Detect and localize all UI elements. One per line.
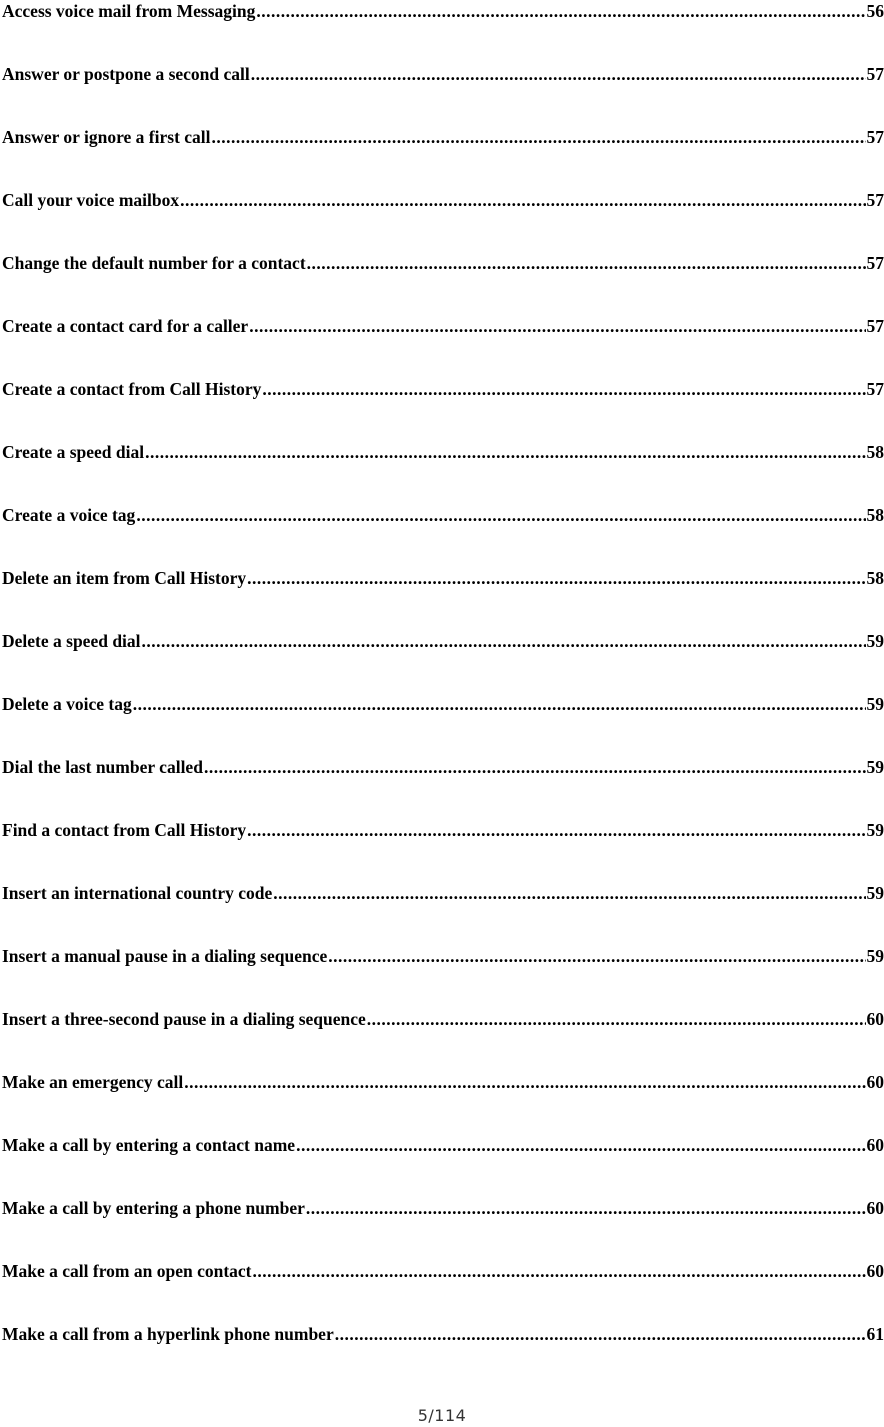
toc-dot-leader bbox=[335, 1323, 866, 1345]
toc-entry-page: 56 bbox=[866, 1, 884, 21]
toc-entry[interactable] bbox=[2, 1323, 884, 1386]
toc-entry-page: 59 bbox=[866, 631, 884, 651]
toc-entry-page: 58 bbox=[866, 568, 884, 588]
toc-entry-title: Create a contact from Call History bbox=[2, 379, 262, 399]
toc-entry-title: Insert a three-second pause in a dialing sequence bbox=[2, 1009, 366, 1029]
toc-entry[interactable] bbox=[2, 63, 884, 126]
toc-dot-leader bbox=[249, 315, 865, 337]
toc-dot-leader bbox=[273, 882, 865, 904]
toc-dot-leader bbox=[262, 378, 865, 400]
toc-entry[interactable] bbox=[2, 252, 884, 315]
toc-entry-title: Create a speed dial bbox=[2, 442, 145, 462]
toc-entry[interactable] bbox=[2, 882, 884, 945]
toc-dot-leader bbox=[142, 630, 866, 652]
toc-dot-leader bbox=[247, 567, 865, 589]
toc-entry-title: Delete a speed dial bbox=[2, 631, 141, 651]
toc-entry[interactable] bbox=[2, 945, 884, 1008]
toc-entry-page: 57 bbox=[866, 127, 884, 147]
toc-entry[interactable] bbox=[2, 756, 884, 819]
page-number-indicator: 5/114 bbox=[417, 1406, 467, 1425]
toc-entry-page: 58 bbox=[866, 505, 884, 525]
toc-entry-title: Dial the last number called bbox=[2, 757, 203, 777]
toc-entry-page: 57 bbox=[866, 190, 884, 210]
toc-entry-title: Answer or postpone a second call bbox=[2, 64, 250, 84]
toc-entry-title: Insert an international country code bbox=[2, 883, 273, 903]
toc-entry-title: Create a voice tag bbox=[2, 505, 136, 525]
toc-dot-leader bbox=[136, 504, 865, 526]
toc-entry-page: 57 bbox=[866, 253, 884, 273]
toc-entry[interactable] bbox=[2, 126, 884, 189]
toc-entry[interactable] bbox=[2, 504, 884, 567]
toc-entry-title: Delete an item from Call History bbox=[2, 568, 247, 588]
table-of-contents bbox=[2, 0, 884, 1386]
toc-entry[interactable] bbox=[2, 1260, 884, 1323]
toc-dot-leader bbox=[253, 1260, 866, 1282]
toc-dot-leader bbox=[145, 441, 865, 463]
toc-dot-leader bbox=[212, 126, 866, 148]
toc-dot-leader bbox=[328, 945, 865, 967]
toc-entry-title: Make a call from a hyperlink phone number bbox=[2, 1324, 334, 1344]
toc-dot-leader bbox=[180, 189, 865, 211]
toc-dot-leader bbox=[307, 252, 866, 274]
toc-entry-title: Delete a voice tag bbox=[2, 694, 132, 714]
toc-entry-title: Create a contact card for a caller bbox=[2, 316, 249, 336]
toc-entry-title: Make an emergency call bbox=[2, 1072, 184, 1092]
toc-entry-page: 57 bbox=[866, 379, 884, 399]
toc-entry-page: 60 bbox=[866, 1261, 884, 1281]
toc-entry[interactable] bbox=[2, 1134, 884, 1197]
toc-entry[interactable] bbox=[2, 693, 884, 756]
toc-entry-page: 60 bbox=[866, 1072, 884, 1092]
toc-entry-title: Call your voice mailbox bbox=[2, 190, 180, 210]
toc-dot-leader bbox=[306, 1197, 866, 1219]
toc-entry[interactable] bbox=[2, 315, 884, 378]
toc-entry-title: Change the default number for a contact bbox=[2, 253, 306, 273]
toc-entry-page: 61 bbox=[866, 1324, 884, 1344]
toc-entry-page: 60 bbox=[866, 1135, 884, 1155]
toc-entry-page: 60 bbox=[866, 1198, 884, 1218]
toc-entry-page: 57 bbox=[866, 316, 884, 336]
toc-entry[interactable] bbox=[2, 1197, 884, 1260]
toc-entry-title: Find a contact from Call History bbox=[2, 820, 247, 840]
toc-entry-page: 59 bbox=[866, 883, 884, 903]
toc-entry[interactable] bbox=[2, 819, 884, 882]
toc-entry-page: 59 bbox=[866, 820, 884, 840]
toc-entry-page: 58 bbox=[866, 442, 884, 462]
toc-dot-leader bbox=[256, 0, 865, 22]
toc-entry[interactable] bbox=[2, 567, 884, 630]
toc-dot-leader bbox=[296, 1134, 865, 1156]
toc-entry-page: 57 bbox=[866, 64, 884, 84]
toc-dot-leader bbox=[247, 819, 865, 841]
toc-entry-title: Access voice mail from Messaging bbox=[2, 1, 256, 21]
toc-dot-leader bbox=[204, 756, 866, 778]
toc-entry-title: Make a call by entering a phone number bbox=[2, 1198, 305, 1218]
toc-entry[interactable] bbox=[2, 1008, 884, 1071]
toc-dot-leader bbox=[251, 63, 866, 85]
toc-dot-leader bbox=[184, 1071, 865, 1093]
toc-entry-title: Insert a manual pause in a dialing sequence bbox=[2, 946, 328, 966]
toc-entry[interactable] bbox=[2, 378, 884, 441]
toc-entry-page: 59 bbox=[866, 946, 884, 966]
toc-entry-page: 59 bbox=[866, 694, 884, 714]
toc-dot-leader bbox=[367, 1008, 866, 1030]
toc-entry[interactable] bbox=[2, 441, 884, 504]
toc-dot-leader bbox=[133, 693, 866, 715]
toc-entry-page: 59 bbox=[866, 757, 884, 777]
toc-entry[interactable] bbox=[2, 189, 884, 252]
toc-entry-title: Make a call from an open contact bbox=[2, 1261, 252, 1281]
toc-entry-title: Answer or ignore a first call bbox=[2, 127, 211, 147]
toc-entry[interactable] bbox=[2, 0, 884, 63]
toc-entry[interactable] bbox=[2, 630, 884, 693]
toc-entry-title: Make a call by entering a contact name bbox=[2, 1135, 296, 1155]
toc-entry-page: 60 bbox=[866, 1009, 884, 1029]
toc-entry[interactable] bbox=[2, 1071, 884, 1134]
